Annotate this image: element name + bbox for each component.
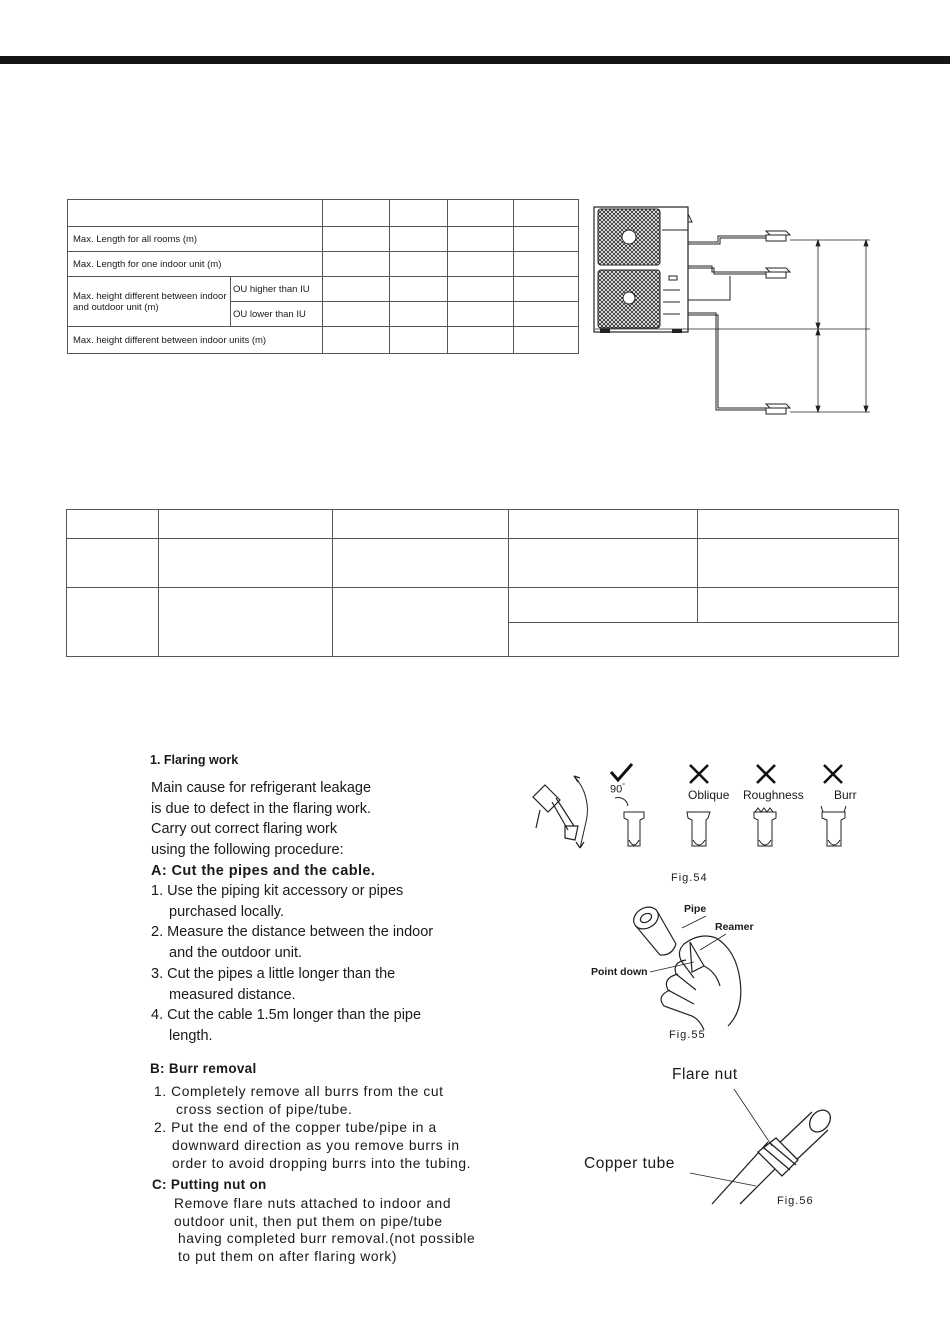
list-item: 3. Cut the pipes a little longer than the bbox=[151, 965, 396, 982]
step-c-title: C: Putting nut on bbox=[152, 1177, 267, 1192]
step-b-title: B: Burr removal bbox=[150, 1061, 257, 1076]
intro-paragraph: Main cause for refrigerant leakage is due to defect in the flaring work. Carry out correct flaring work using the following procedure: A: Cut the pipes and the cable. bbox=[151, 778, 375, 882]
reamer-label: Reamer bbox=[715, 921, 754, 933]
defect-label: Burr bbox=[834, 788, 857, 802]
list-item: 4. Cut the cable 1.5m longer than the pipe bbox=[151, 1007, 422, 1024]
copper-tube-label: Copper tube bbox=[584, 1155, 675, 1172]
step-b-list: 1. Completely remove all burrs from the cut cross section of pipe/tube. 2. Put the end of the copper tube/pipe in a downward direction as you remove burrs in order to avoid dropping burrs into the tubing. bbox=[154, 1084, 472, 1171]
list-item: 1. Completely remove all burrs from the cut bbox=[154, 1084, 444, 1099]
list-item: 1. Use the piping kit accessory or pipes bbox=[151, 883, 404, 899]
list-item: 2. Measure the distance between the indoor bbox=[151, 924, 434, 941]
flare-nut-icon bbox=[758, 1138, 798, 1176]
row-label: Max. height different between indoor units (m) bbox=[68, 327, 323, 354]
figure-caption: Fig.56 bbox=[777, 1195, 814, 1207]
defect-label: Oblique bbox=[688, 788, 730, 802]
step-a-title: A: Cut the pipes and the cable. bbox=[151, 862, 376, 879]
pipe-label: Pipe bbox=[684, 903, 707, 915]
figure-caption: Fig.54 bbox=[671, 872, 708, 884]
list-item: 2. Put the end of the copper tube/pipe in a bbox=[154, 1120, 437, 1135]
step-c-paragraph: Remove flare nuts attached to indoor and outdoor unit, then put them on pipe/tube having completed burr removal.(not possible to put them on after flaring work) bbox=[174, 1196, 476, 1265]
row-label: Max. Length for all rooms (m) bbox=[68, 227, 323, 252]
copper-tube-leader bbox=[690, 1173, 756, 1186]
defect-label: Roughness bbox=[743, 788, 804, 802]
flare-nut-label: Flare nut bbox=[672, 1066, 738, 1083]
row-label: Max. Length for one indoor unit (m) bbox=[68, 252, 323, 277]
row-label: Max. height different between indoor and outdoor unit (m) bbox=[68, 277, 231, 327]
flare-nut-leader bbox=[734, 1089, 772, 1146]
section-title: 1. Flaring work bbox=[150, 753, 239, 767]
sub-row-label: OU higher than IU bbox=[231, 277, 323, 302]
angle-label: 90° bbox=[610, 783, 626, 796]
point-down-label: Point down bbox=[591, 966, 648, 978]
figure-caption: Fig.55 bbox=[669, 1029, 706, 1041]
step-a-list: 1. Use the piping kit accessory or pipes purchased locally. 2. Measure the distance between the indoor and the outdoor unit. 3. Cut the pipes a little longer than the measured distance. 4. Cut the cable 1.5m longer than the pipe length. bbox=[151, 883, 434, 1044]
sub-row-label: OU lower than IU bbox=[231, 302, 323, 327]
